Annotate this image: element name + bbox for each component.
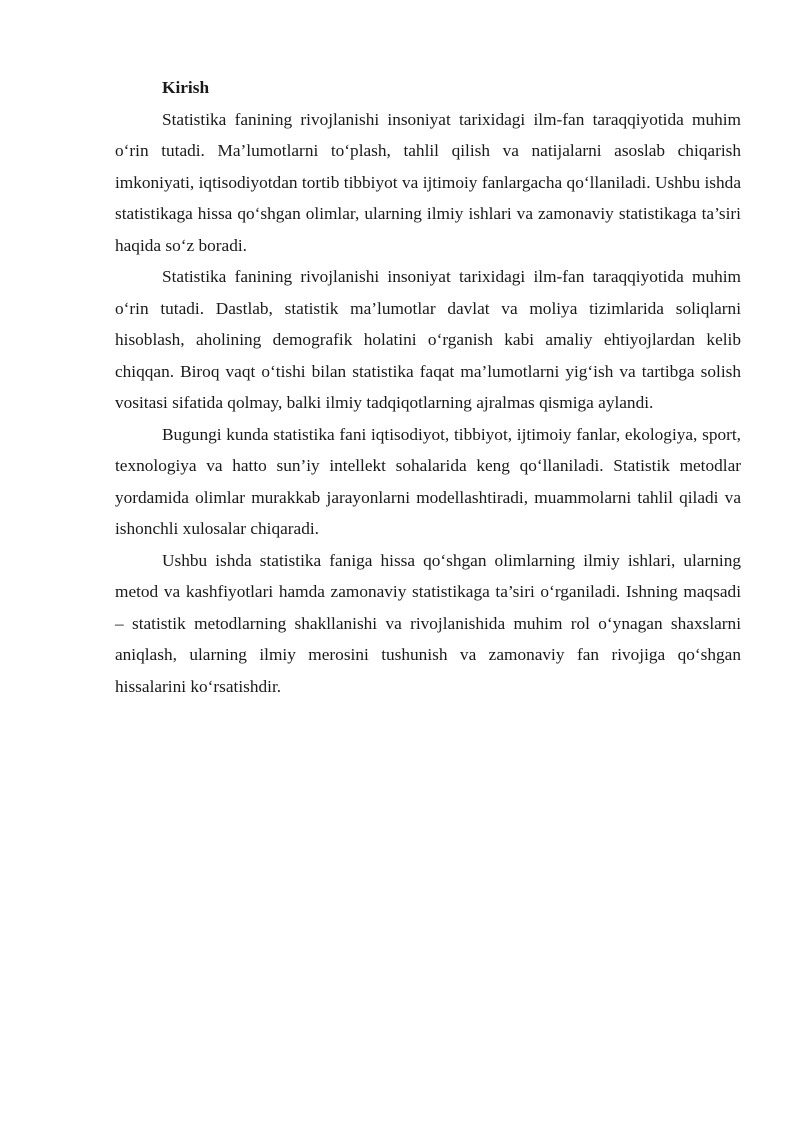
section-heading: Kirish: [162, 78, 210, 97]
paragraph-4: Ushbu ishda statistika faniga hissa qo‘shgan olimlarning ilmiy ishlari, ularning metod va kashfiyotlari hamda zamonaviy statistikaga ta’siri o‘rganiladi. Ishning maqsadi – statistik metodlarning shakllanishi va rivojlanishida muhim rol o‘ynagan shaxslarni aniqlash, ularning ilmiy merosini tushunish va zamonaviy fan rivojiga qo‘shgan hissalarini ko‘rsatishdir.: [115, 550, 741, 696]
document-body: [115, 72, 741, 702]
paragraph-2: Statistika fanining rivojlanishi insoniyat tarixidagi ilm-fan taraqqiyotida muhim o‘rin tutadi. Dastlab, statistik ma’lumotlar davlat va moliya tizimlarida soliqlarni hisoblash, aholining demografik holatini o‘rganish kabi amaliy ehtiyojlardan kelib chiqqan. Biroq vaqt o‘tishi bilan statistika faqat ma’lumotlarni yig‘ish va tartibga solish vositasi sifatida qolmay, balki ilmiy tadqiqotlarning ajralmas qismiga aylandi.: [115, 267, 741, 412]
paragraph-1: Statistika fanining rivojlanishi insoniyat tarixidagi ilm-fan taraqqiyotida muhim o‘rin tutadi. Ma’lumotlarni to‘plash, tahlil qilish va natijalarni asoslab chiqarish imkoniyati, iqtisodiyotdan tortib tibbiyot va ijtimoiy fanlargacha qo‘llaniladi. Ushbu ishda statistikaga hissa qo‘shgan olimlar, ularning ilmiy ishlari va zamonaviy statistikaga ta’siri haqida so‘z boradi.: [115, 109, 741, 255]
paragraph-3: Bugungi kunda statistika fani iqtisodiyot, tibbiyot, ijtimoiy fanlar, ekologiya, sport, texnologiya va hatto sun’iy intellekt sohalarida keng qo‘llaniladi. Statistik metodlar yordamida olimlar murakkab jarayonlarni modellashtiradi, muammolarni tahlil qiladi va ishonchli xulosalar chiqaradi.: [115, 424, 741, 538]
